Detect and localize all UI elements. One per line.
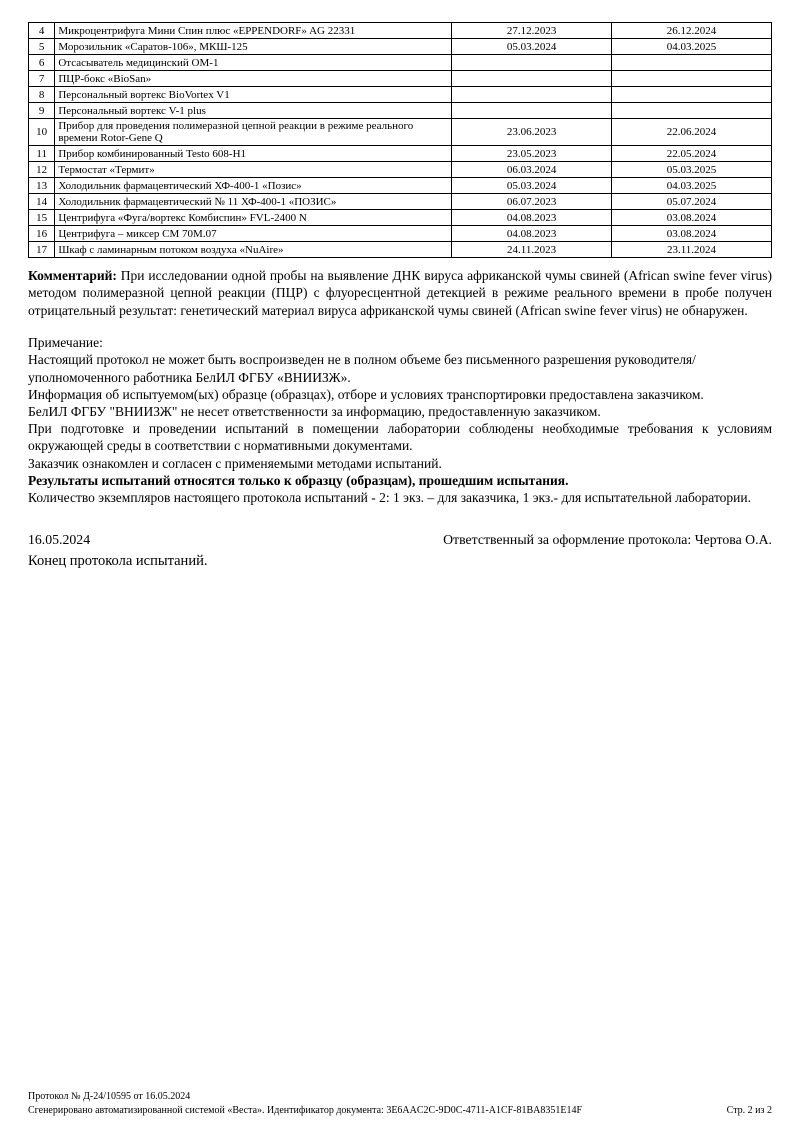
equipment-name-cell: Персональный вортекс BioVortex V1 [55, 87, 452, 103]
verification-date-cell [452, 55, 612, 71]
valid-until-date-cell: 22.05.2024 [612, 146, 772, 162]
valid-until-date-cell [612, 55, 772, 71]
equipment-name-cell: Центрифуга – миксер СМ 70М.07 [55, 226, 452, 242]
footer-generated-row [28, 1104, 772, 1118]
equipment-name-cell: Шкаф с ламинарным потоком воздуха «NuAire» [55, 242, 452, 258]
table-row [29, 103, 772, 119]
row-number-cell: 13 [29, 178, 55, 194]
verification-date-cell [452, 71, 612, 87]
table-row [29, 39, 772, 55]
note-line: Примечание: [28, 335, 103, 351]
verification-date-cell: 04.08.2023 [452, 210, 612, 226]
end-of-protocol-line: Конец протокола испытаний. [28, 553, 208, 570]
equipment-name-cell: Персональный вортекс V-1 plus [55, 103, 452, 119]
notes-block [28, 334, 772, 506]
equipment-name-cell: Холодильник фармацевтический № 11 ХФ-400-1 «ПОЗИС» [55, 194, 452, 210]
verification-date-cell: 05.03.2024 [452, 178, 612, 194]
table-row [29, 71, 772, 87]
comment-text: При исследовании одной пробы на выявление ДНК вируса африканской чумы свиней (African swine fever virus) методом полимеразной цепной реакции (ПЦР) с флуоресцентной детекцией в режиме реального времени в пробе получен отрицательный результат: генетический материал вируса африканской чумы свиней (African swine fever virus) не обнаружен. [28, 268, 772, 318]
verification-date-cell [452, 103, 612, 119]
table-row [29, 146, 772, 162]
equipment-name-cell: Прибор для проведения полимеразной цепной реакции в режиме реального времени Rotor-Gene Q [55, 119, 452, 146]
valid-until-date-cell: 03.08.2024 [612, 210, 772, 226]
footer-generated-text: Сгенерировано автоматизированной системой «Веста». Идентификатор документа: 3E6AAC2C-9D0C-4711-A1CF-81BA8351E14F [28, 1104, 583, 1116]
row-number-cell: 15 [29, 210, 55, 226]
table-row [29, 210, 772, 226]
verification-date-cell: 24.11.2023 [452, 242, 612, 258]
valid-until-date-cell: 05.07.2024 [612, 194, 772, 210]
row-number-cell: 8 [29, 87, 55, 103]
valid-until-date-cell [612, 87, 772, 103]
note-line: Количество экземпляров настоящего протокола испытаний - 2: 1 экз. – для заказчика, 1 экз.- для испытательной лаборатории. [28, 490, 751, 506]
row-number-cell: 6 [29, 55, 55, 71]
comment-paragraph [28, 267, 772, 319]
comment-label: Комментарий: [28, 268, 117, 283]
verification-date-cell: 23.06.2023 [452, 119, 612, 146]
verification-date-cell: 23.05.2023 [452, 146, 612, 162]
note-line: Заказчик ознакомлен и согласен с применяемыми методами испытаний. [28, 455, 442, 471]
table-row [29, 226, 772, 242]
valid-until-date-cell: 03.08.2024 [612, 226, 772, 242]
row-number-cell: 9 [29, 103, 55, 119]
signature-row [28, 531, 772, 549]
valid-until-date-cell: 05.03.2025 [612, 162, 772, 178]
verification-date-cell: 06.03.2024 [452, 162, 612, 178]
equipment-name-cell: Прибор комбинированный Testo 608-H1 [55, 146, 452, 162]
equipment-name-cell: Морозильник «Саратов-106», МКШ-125 [55, 39, 452, 55]
note-line: При подготовке и проведении испытаний в помещении лаборатории соблюдены необходимые требования к условиям окружающей среды в соответствии с нормативными документами. [28, 421, 772, 454]
table-row [29, 194, 772, 210]
table-row [29, 242, 772, 258]
row-number-cell: 4 [29, 23, 55, 39]
verification-date-cell: 06.07.2023 [452, 194, 612, 210]
verification-date-cell: 04.08.2023 [452, 226, 612, 242]
protocol-date: 16.05.2024 [28, 532, 91, 548]
table-row [29, 23, 772, 39]
equipment-name-cell: Отсасыватель медицинский ОМ-1 [55, 55, 452, 71]
verification-date-cell: 05.03.2024 [452, 39, 612, 55]
responsible-person: Ответственный за оформление протокола: Чертова О.А. [443, 532, 772, 548]
row-number-cell: 7 [29, 71, 55, 87]
row-number-cell: 16 [29, 226, 55, 242]
footer-protocol-number: Протокол № Д-24/10595 от 16.05.2024 [28, 1091, 191, 1102]
row-number-cell: 5 [29, 39, 55, 55]
table-row [29, 119, 772, 146]
valid-until-date-cell [612, 103, 772, 119]
valid-until-date-cell: 04.03.2025 [612, 178, 772, 194]
equipment-table [28, 22, 772, 258]
table-row [29, 162, 772, 178]
row-number-cell: 17 [29, 242, 55, 258]
table-row [29, 55, 772, 71]
equipment-name-cell: Термостат «Термит» [55, 162, 452, 178]
note-line: Результаты испытаний относятся только к образцу (образцам), прошедшим испытания. [28, 472, 569, 488]
table-row [29, 87, 772, 103]
footer-page-number: Стр. 2 из 2 [726, 1104, 772, 1116]
table-row [29, 178, 772, 194]
equipment-table-body [29, 23, 772, 258]
verification-date-cell: 27.12.2023 [452, 23, 612, 39]
row-number-cell: 10 [29, 119, 55, 146]
equipment-name-cell: ПЦР-бокс «BioSan» [55, 71, 452, 87]
row-number-cell: 14 [29, 194, 55, 210]
note-line: Настоящий протокол не может быть воспроизведен не в полном объеме без письменного разрешения руководителя/уполномоченного работника БелИЛ ФГБУ «ВНИИЗЖ». [28, 352, 696, 385]
valid-until-date-cell: 22.06.2024 [612, 119, 772, 146]
equipment-name-cell: Центрифуга «Фуга/вортекс Комбиспин» FVL-2400 N [55, 210, 452, 226]
valid-until-date-cell [612, 71, 772, 87]
row-number-cell: 11 [29, 146, 55, 162]
row-number-cell: 12 [29, 162, 55, 178]
valid-until-date-cell: 26.12.2024 [612, 23, 772, 39]
equipment-name-cell: Микроцентрифуга Мини Спин плюс «EPPENDORF» AG 22331 [55, 23, 452, 39]
valid-until-date-cell: 23.11.2024 [612, 242, 772, 258]
valid-until-date-cell: 04.03.2025 [612, 39, 772, 55]
verification-date-cell [452, 87, 612, 103]
note-line: Информация об испытуемом(ых) образце (образцах), отборе и условиях транспортировки предоставлена заказчиком. [28, 386, 704, 402]
equipment-name-cell: Холодильник фармацевтический ХФ-400-1 «Позис» [55, 178, 452, 194]
note-line: БелИЛ ФГБУ "ВНИИЗЖ" не несет ответственности за информацию, предоставленную заказчиком. [28, 404, 601, 420]
page-footer [28, 1090, 772, 1117]
